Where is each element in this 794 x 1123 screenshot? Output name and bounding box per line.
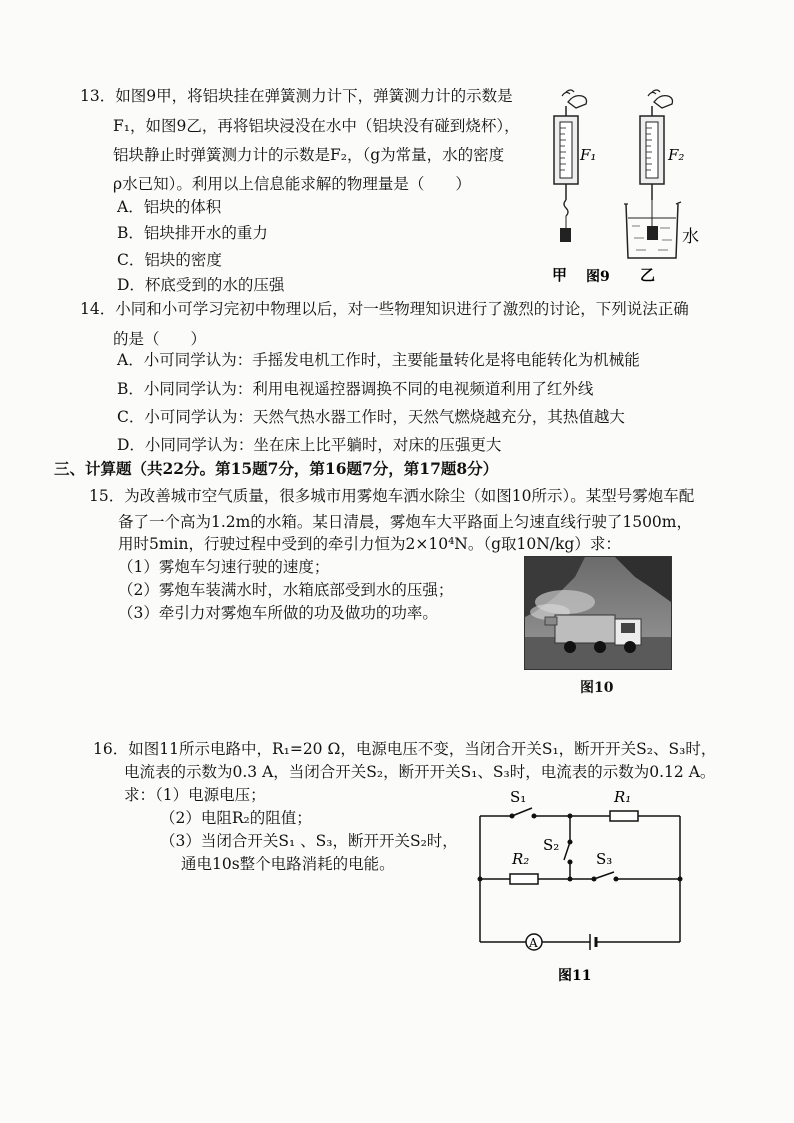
fig11-s1-label: S₁ — [510, 788, 527, 806]
fig9-caption: 图9 — [586, 269, 610, 285]
fig9-f2-label: F₂ — [668, 146, 685, 164]
q16-part-3-cont: 通电10s整个电路消耗的电能。 — [181, 855, 395, 873]
q16-line-1: 16．如图11所示电路中，R₁=20 Ω，电源电压不变，当闭合开关S₁，断开开关S₂、S₃时， — [93, 740, 717, 758]
q15-line-3: 用时5min，行驶过程中受到的牵引力恒为2×10⁴N。（g取10N/kg）求： — [118, 535, 621, 553]
fig11-r2-label: R₂ — [512, 850, 530, 868]
q14-option-b: B．小同同学认为：利用电视遥控器调换不同的电视频道利用了红外线 — [117, 380, 594, 398]
q13-line-3: 铝块静止时弹簧测力计的示数是F₂，（g为常量，水的密度 — [113, 146, 505, 164]
q13-option-d: D．杯底受到的水的压强 — [117, 276, 285, 294]
q15-part-3: （3）牵引力对雾炮车所做的功及做功的功率。 — [118, 604, 438, 622]
q14-option-a: A．小可同学认为：手摇发电机工作时，主要能量转化是将电能转化为机械能 — [117, 351, 640, 369]
fig9-right-label: 乙 — [640, 266, 656, 284]
fig9-f1-label: F₁ — [580, 146, 597, 164]
fig11-ammeter-label: A — [529, 936, 538, 950]
q14-line-2: 的是（ ） — [113, 330, 207, 348]
q13-line-2: F₁，如图9乙，再将铝块浸没在水中（铝块没有碰到烧杯）， — [113, 117, 520, 135]
q16-part-3: （3）当闭合开关S₁ 、S₃，断开开关S₂时， — [160, 832, 458, 850]
fig9-left-label: 甲 — [552, 266, 568, 284]
figure-9-spring-scales — [536, 88, 726, 288]
fig11-r1-label: R₁ — [614, 788, 632, 806]
fig9-water-label: 水 — [682, 227, 699, 247]
section-3-heading: 三、计算题（共22分。第15题7分，第16题7分，第17题8分） — [54, 459, 499, 478]
q14-option-c: C．小可同学认为：天然气热水器工作时，天然气燃烧越充分，其热值越大 — [117, 408, 625, 426]
q16-part-1: 求：（1）电源电压； — [124, 786, 266, 804]
q13-option-b: B．铝块排开水的重力 — [117, 224, 268, 242]
figure-10-fog-cannon-truck-photo — [524, 556, 672, 670]
fig11-s3-label: S₃ — [596, 850, 613, 868]
q15-part-1: （1）雾炮车匀速行驶的速度； — [118, 558, 330, 576]
q14-option-d: D．小同同学认为：坐在床上比平躺时，对床的压强更大 — [117, 436, 502, 454]
q15-line-2: 备了一个高为1.2m的水箱。某日清晨，雾炮车大平路面上匀速直线行驶了1500m， — [118, 513, 692, 531]
q14-line-1: 14．小同和小可学习完初中物理以后，对一些物理知识进行了激烈的讨论，下列说法正确 — [80, 300, 689, 318]
q13-line-4: ρ水已知）。利用以上信息能求解的物理量是（ ） — [113, 175, 471, 193]
q15-part-2: （2）雾炮车装满水时，水箱底部受到水的压强； — [118, 581, 454, 599]
fig11-s2-label: S₂ — [543, 836, 560, 854]
q13-line-1: 13．如图9甲，将铝块挂在弹簧测力计下，弹簧测力计的示数是 — [80, 87, 513, 105]
q16-line-2: 电流表的示数为0.3 A，当闭合开关S₂，断开开关S₁、S₃时，电流表的示数为0.12 A。 — [124, 763, 716, 781]
fig10-caption: 图10 — [580, 680, 614, 696]
q13-option-c: C．铝块的密度 — [117, 251, 222, 269]
fig11-caption: 图11 — [558, 968, 592, 984]
q15-line-1: 15．为改善城市空气质量，很多城市用雾炮车洒水除尘（如图10所示）。某型号雾炮车配 — [89, 487, 695, 505]
q16-part-2: （2）电阻R₂的阻值； — [160, 809, 312, 827]
q13-option-a: A．铝块的体积 — [117, 198, 222, 216]
figure-11-circuit — [470, 780, 690, 990]
